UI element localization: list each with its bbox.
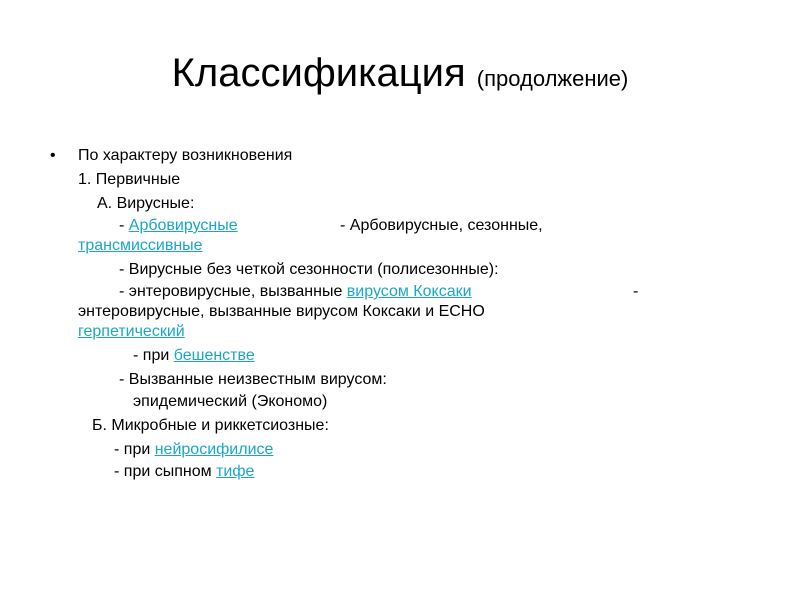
transm-line bbox=[78, 236, 203, 256]
herpetic-link[interactable]: герпетический bbox=[78, 323, 185, 340]
arbo-seasonal-line: - Арбовирусные, сезонные, bbox=[340, 217, 543, 234]
neurosyphilis-link[interactable]: нейросифилисе bbox=[154, 441, 274, 458]
entero2-line: энтеровирусные, вызванные вирусом Коксаки и ЕСНО bbox=[78, 303, 485, 320]
entero-line bbox=[119, 282, 472, 302]
epidemic-line: эпидемический (Экономо) bbox=[133, 393, 328, 410]
polyseason-line: - Вирусные без четкой сезонности (полисезонные): bbox=[119, 261, 499, 278]
typhus-line bbox=[114, 462, 254, 482]
transm-link[interactable]: трансмиссивные bbox=[78, 237, 203, 254]
rabies-line bbox=[133, 346, 255, 366]
heading-line: По характеру возникновения bbox=[78, 147, 293, 164]
arbo-line bbox=[119, 216, 238, 236]
arbo-link[interactable]: Арбовирусные bbox=[128, 217, 238, 234]
primary-line: 1. Первичные bbox=[78, 171, 181, 188]
rabies-prefix: - при bbox=[133, 347, 174, 364]
viral-line: А. Вирусные: bbox=[97, 195, 195, 212]
title-subtitle: (продолжение) bbox=[476, 66, 629, 91]
arbo-dash: - bbox=[119, 217, 129, 234]
herpetic-line bbox=[78, 322, 185, 342]
unknown-virus-line: - Вызванные неизвестным вирусом: bbox=[119, 371, 387, 388]
bullet-icon: • bbox=[50, 147, 56, 164]
entero-prefix: - энтеровирусные, вызванные bbox=[119, 283, 347, 300]
typhus-link[interactable]: тифе bbox=[216, 463, 255, 480]
entero-dash: - bbox=[633, 283, 639, 300]
neuro-prefix: - при bbox=[114, 441, 155, 458]
rabies-link[interactable]: бешенстве bbox=[173, 347, 255, 364]
microbial-line: Б. Микробные и риккетсиозные: bbox=[92, 417, 329, 434]
typhus-prefix: - при сыпном bbox=[114, 463, 217, 480]
neurosyphilis-line bbox=[114, 440, 273, 460]
coxsackie-link[interactable]: вирусом Коксаки bbox=[346, 283, 472, 300]
title-main: Классификация bbox=[171, 51, 466, 95]
